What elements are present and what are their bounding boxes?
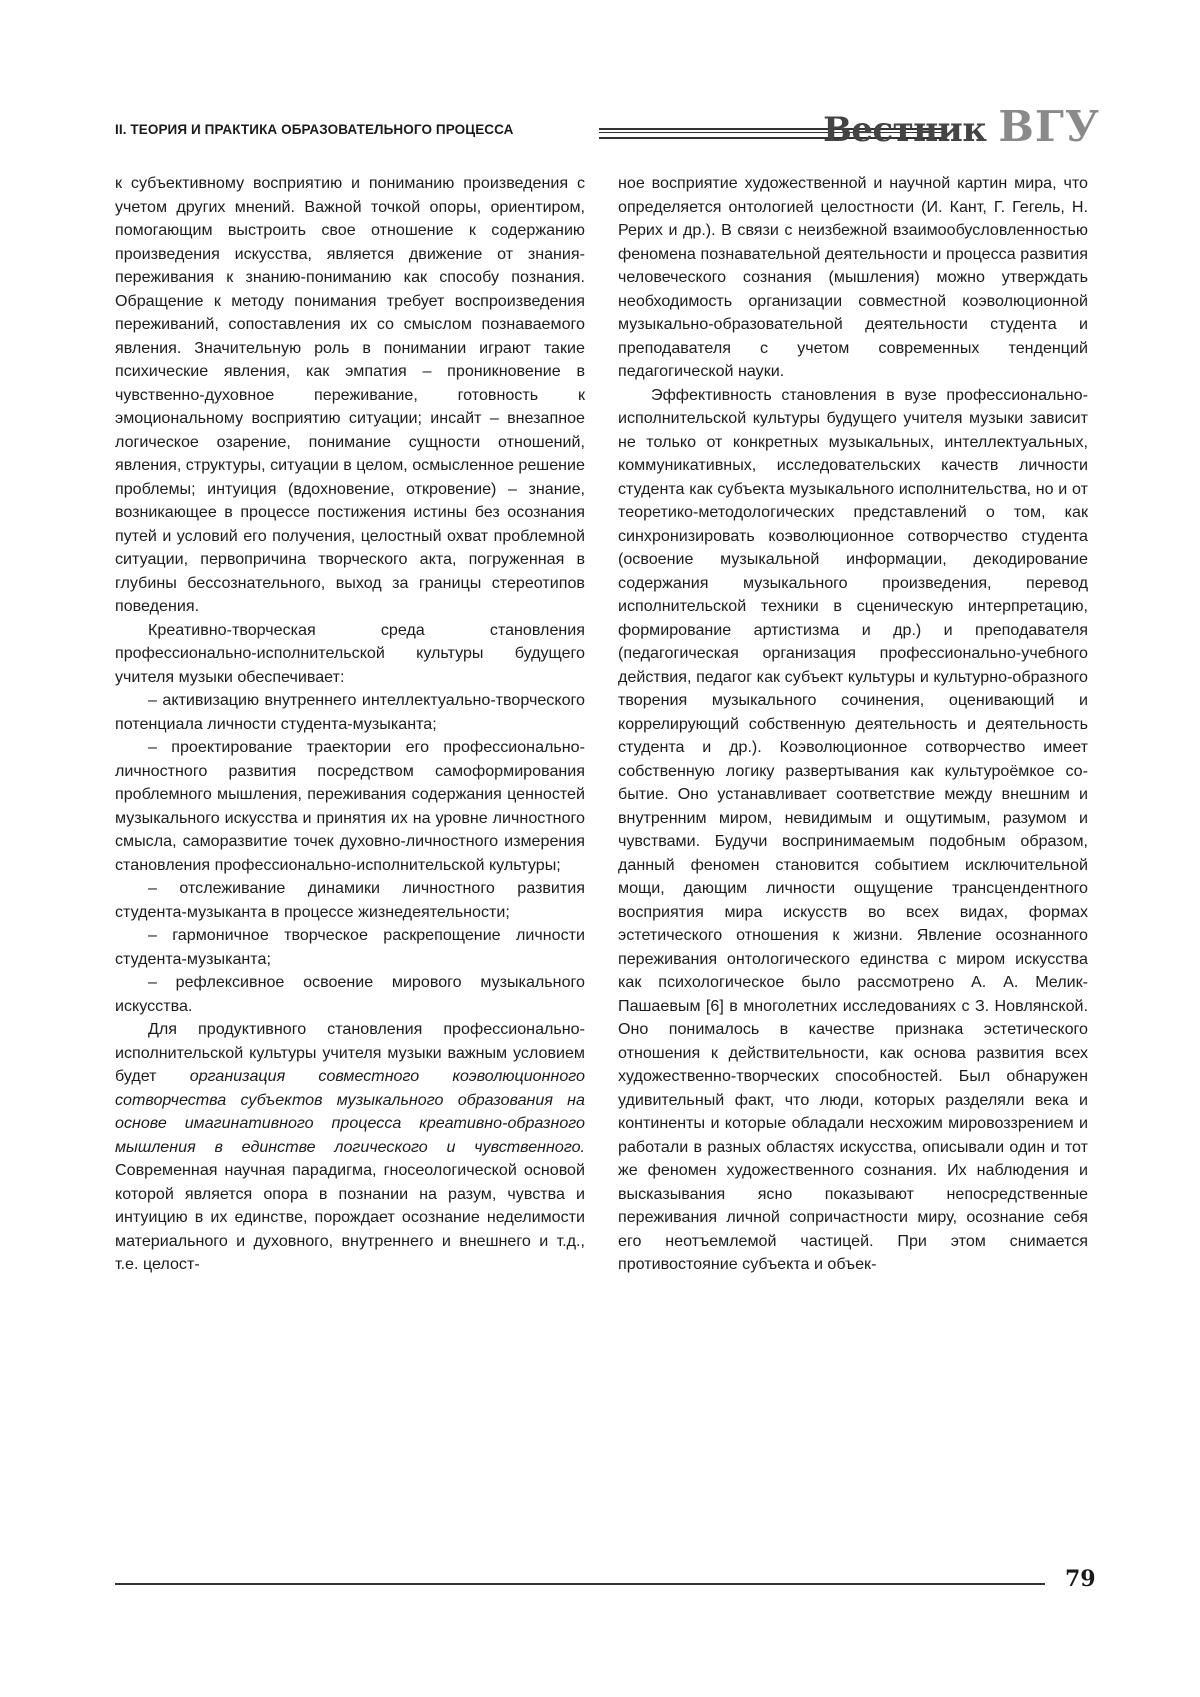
paragraph bbox=[115, 1018, 585, 1277]
section-title: II. ТЕОРИЯ И ПРАКТИКА ОБРАЗОВАТЕЛЬНОГО ПРОЦЕССА bbox=[115, 122, 514, 137]
journal-logo bbox=[823, 102, 1100, 151]
left-column bbox=[115, 172, 585, 1277]
footer-rule bbox=[115, 1583, 1045, 1585]
list-item: – отслеживание динамики личностного развития студента-музыканта в процессе жизнедеятельности; bbox=[115, 879, 585, 921]
logo-vgu: ВГУ bbox=[998, 102, 1100, 151]
list-item: – рефлексивное освоение мирового музыкального искусства. bbox=[115, 973, 585, 1015]
list-item: – проектирование траектории его профессионально-личностного развития посредством самоформирования проблемного мышления, переживания содержания ценностей музыкального искусства и принятия их на уровне личностного смысла, саморазвитие точек духовно-личностного измерения становления профессионально-исполнительской культуры; bbox=[115, 738, 585, 874]
paragraph: Эффективность становления в вузе профессионально-исполнительской культуры будущего учителя музыки зависит не только от конкретных музыкальных, интеллектуальных, коммуникативных, исследовательских качеств личности студента как субъекта музыкального исполнительства, но и от теоретико-методологических представлений о том, как синхронизировать коэволюционное сотворчество студента (освоение музыкальной информации, декодирование содержания музыкального произведения, перевод исполнительской техники в сценическую интерпретацию, формирование артистизма и др.) и преподавателя (педагогическая организация профессионально-учебного действия, педагог как субъект культуры и культурно-образного творения музыкального сочинения, оценивающий и коррелирующий собственную деятельность и деятельность студента и др.). Коэволюционное сотворчество имеет собственную логику развертывания как культуроёмкое со-бытие. Оно устанавливает соответствие между внешним и внутренним миром, невидимым и ощутимым, разумом и чувствами. Будучи воспринимаемым подобным образом, данный феномен становится событием исключительной мощи, дающим личности ощущение трансцендентного восприятия мира искусств во всех видах, формах эстетического отношения к жизни. Явление осознанного переживания онтологического единства с миром искусства как психологическое было рассмотрено А. А. Мелик-Пашаевым [6] в многолетних исследованиях с З. Новлянской. Оно понималось в качестве признака эстетического отношения к действительности, как основа развития всех художественно-творческих способностей. Был обнаружен удивительный факт, что люди, которых разделяли века и континенты и которые обладали несхожим мировоззрением и работали в разных областях искусства, описывали один и тот же феномен художественного сознания. Их наблюдения и высказывания ясно показывают непосредственные переживания личной сопричастности миру, осознание себя его неотъемлемой частицей. При этом снимается противостояние субъекта и объек- bbox=[618, 385, 1088, 1273]
logo-vestnik: Вестник bbox=[823, 110, 987, 150]
right-column bbox=[618, 172, 1088, 1277]
text-run: Современная научная парадигма, гносеологической основой которой является опора в познании на разум, чувства и интуицию в их единстве, порождает осознание неделимости материального и духовного, внутреннего и внешнего и т.д., т.е. целост- bbox=[115, 1161, 585, 1273]
list-item: – гармоничное творческое раскрепощение личности студента-музыканта; bbox=[115, 926, 585, 968]
running-header bbox=[115, 98, 1100, 151]
paragraph: к субъективному восприятию и пониманию произведения с учетом других мнений. Важной точкой опоры, ориентиром, помогающим выстроить свое отношение к содержанию произведения искусства, является движение от знания-переживания к знанию-пониманию как способу познания. Обращение к методу понимания требует воспроизведения переживаний, сопоставления их со смыслом познаваемого явления. Значительную роль в понимании играют такие психические явления, как эмпатия – проникновение в чувственно-духовное переживание, готовность к эмоциональному восприятию ситуации; инсайт – внезапное логическое озарение, понимание сущности отношений, явления, структуры, ситуации в целом, осмысленное решение проблемы; интуиция (вдохновение, откровение) – знание, возникающее в процессе постижения истины без осознания путей и условий его получения, целостный охват проблемной ситуации, первопричина творческого акта, погруженная в глубины бессознательного, выход за границы стереотипов поведения. bbox=[115, 174, 585, 615]
paragraph: ное восприятие художественной и научной картин мира, что определяется онтологией целостности (И. Кант, Г. Гегель, Н. Рерих и др.). В связи с неизбежной взаимообусловленностью феномена познавательной деятельности и процесса развития человеческого сознания (мышления) можно утверждать необходимость организации совместной коэволюционной музыкально-образовательной деятельности студента и преподавателя с учетом современных тенденций педагогической науки. bbox=[618, 174, 1088, 380]
page-number: 79 bbox=[1065, 1566, 1096, 1592]
paragraph: Креативно-творческая среда становления профессионально-исполнительской культуры будущего учителя музыки обеспечивает: bbox=[115, 620, 585, 686]
text-run: Для продуктивного становления профессионально-исполнительской культуры учителя музыки важным условием будет bbox=[115, 1020, 585, 1085]
italic-emphasis: организация совместного коэволюционного сотворчества субъектов музыкального образования на основе имагинативного процесса креативно-образного мышления в единстве логического и чувственного. bbox=[115, 1067, 585, 1156]
list-item: – активизацию внутреннего интеллектуально-творческого потенциала личности студента-музыканта; bbox=[115, 691, 585, 733]
